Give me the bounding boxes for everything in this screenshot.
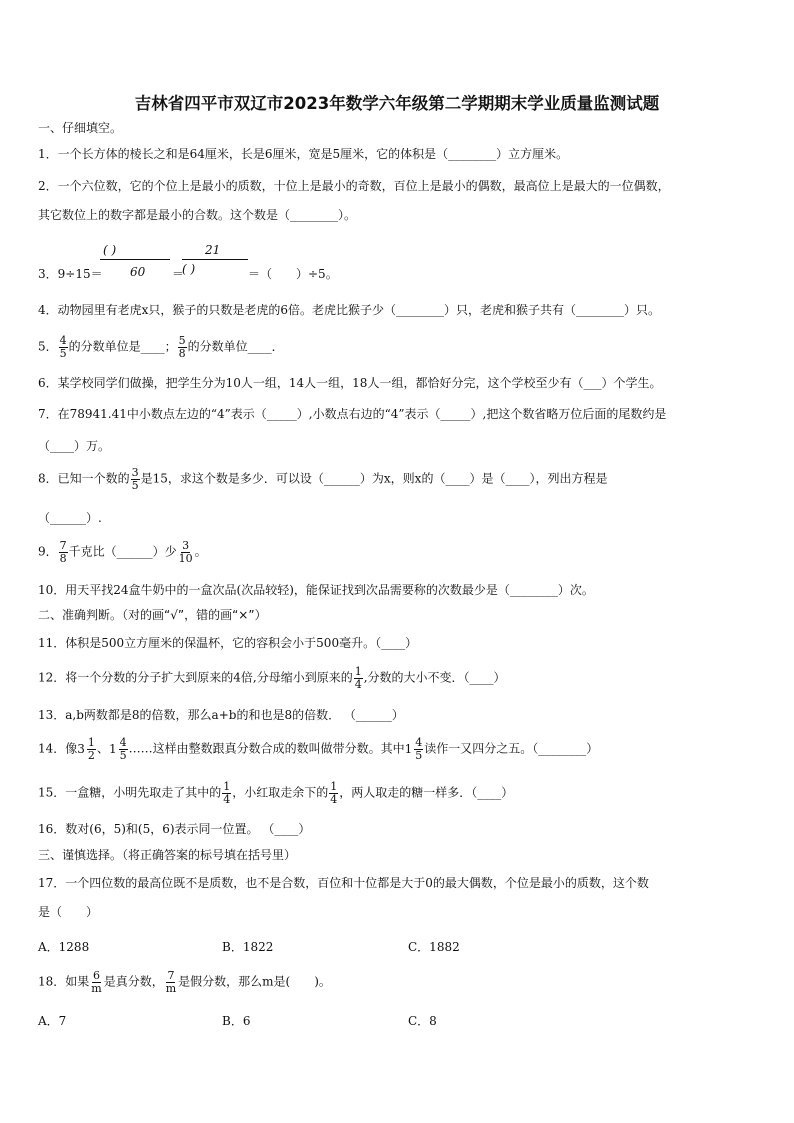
question-18-lead: 18．如果 bbox=[38, 974, 90, 989]
question-14-lead: 14．像 bbox=[38, 741, 78, 756]
question-15-mid: ，小红取走余下的 bbox=[232, 785, 329, 800]
question-18 bbox=[38, 970, 331, 994]
question-18-mid: 是真分数， bbox=[103, 974, 164, 989]
section-3-heading: 三、谨慎选择。（将正确答案的标号填在括号里） bbox=[38, 848, 297, 862]
mixed-whole: 3 bbox=[77, 742, 85, 757]
question-8-line-2: （______）. bbox=[38, 511, 102, 525]
fraction-1-4 bbox=[354, 666, 363, 690]
question-15-lead: 15．一盒糖，小明先取走了其中的 bbox=[38, 785, 222, 800]
question-5-tail: 的分数单位____． bbox=[187, 339, 284, 354]
question-18-option-c[interactable]: C．8 bbox=[408, 1014, 437, 1028]
question-3-numerator-2: 21 bbox=[205, 243, 221, 257]
fraction-5-8 bbox=[178, 335, 187, 359]
fraction-numerator: 5 bbox=[178, 334, 186, 347]
question-9 bbox=[38, 540, 207, 564]
question-18-tail: 是假分数，那么m是( )。 bbox=[178, 974, 331, 989]
question-3-denominator-2: ( ) bbox=[182, 262, 196, 276]
question-7-line-1: 7．在78941.41中小数点左边的“4”表示（_____）,小数点右边的“4”表示（_____）,把这个数省略万位后面的尾数约是 bbox=[38, 407, 667, 421]
question-2-line-2: 其它数位上的数字都是最小的合数。这个数是（________）。 bbox=[38, 208, 357, 222]
mixed-whole: 1 bbox=[404, 742, 413, 757]
question-14-mid: ……这样由整数跟真分数合成的数叫做带分数。其中 bbox=[128, 741, 405, 756]
fraction-7-m bbox=[165, 970, 177, 994]
fraction-denominator: 5 bbox=[119, 748, 127, 762]
question-9-lead: 9． bbox=[38, 544, 58, 559]
fraction-denominator: 10 bbox=[178, 551, 193, 565]
mixed-fraction bbox=[414, 737, 423, 761]
fraction-denominator: 8 bbox=[59, 551, 67, 565]
fraction-denominator: 4 bbox=[354, 677, 362, 691]
fraction-denominator: 8 bbox=[178, 346, 186, 360]
section-1-heading: 一、仔细填空。 bbox=[38, 121, 123, 135]
fraction-3-10 bbox=[178, 540, 194, 564]
question-17-line-1: 17．一个四位数的最高位既不是质数，也不是合数，百位和十位都是大于0的最大偶数，个位是最小的质数，这个数 bbox=[38, 876, 649, 890]
question-9-mid: 千克比（______）少 bbox=[68, 544, 177, 559]
question-12 bbox=[38, 666, 506, 690]
mixed-fraction bbox=[119, 737, 128, 761]
question-14-tail: 读作一又四分之五。（________） bbox=[424, 741, 599, 756]
question-3-fraction-bar-2 bbox=[182, 259, 248, 260]
mixed-whole: 1 bbox=[108, 742, 117, 757]
fraction-numerator: 3 bbox=[182, 539, 190, 552]
mixed-number-3-1-2 bbox=[77, 737, 97, 761]
question-5-lead: 5． bbox=[38, 339, 58, 354]
question-3-equals: ＝ bbox=[172, 267, 185, 281]
question-18-option-b[interactable]: B．6 bbox=[222, 1014, 251, 1028]
question-14 bbox=[38, 737, 598, 761]
question-6: 6．某学校同学们做操，把学生分为10人一组，14人一组，18人一组，都恰好分完，这个学校至少有（___）个学生。 bbox=[38, 376, 662, 390]
question-1: 1．一个长方体的棱长之和是64厘米，长是6厘米，宽是5厘米，它的体积是（________）立方厘米。 bbox=[38, 147, 569, 161]
question-4: 4．动物园里有老虎x只，猴子的只数是老虎的6倍。老虎比猴子少（________）只，老虎和猴子共有（________）只。 bbox=[38, 303, 661, 317]
question-8-lead: 8．已知一个数的 bbox=[38, 471, 130, 486]
fraction-numerator: 4 bbox=[119, 736, 127, 749]
question-14-sep: 、 bbox=[96, 741, 109, 756]
page-title: 吉林省四平市双辽市2023年数学六年级第二学期期末学业质量监测试题 bbox=[134, 94, 660, 113]
question-8-tail: 是15，求这个数是多少．可以设（______）为x，则x的（____）是（____），列出方程是 bbox=[140, 471, 608, 486]
fraction-7-8 bbox=[59, 540, 68, 564]
question-18-option-a[interactable]: A．7 bbox=[38, 1014, 67, 1028]
question-17-option-b[interactable]: B．1822 bbox=[222, 940, 274, 954]
fraction-denominator: 5 bbox=[59, 346, 67, 360]
mixed-number-1-4-5-b bbox=[405, 737, 425, 761]
question-15-tail: ，两人取走的糖一样多．（____） bbox=[339, 785, 514, 800]
fraction-numerator: 7 bbox=[59, 539, 67, 552]
fraction-numerator: 6 bbox=[93, 969, 100, 982]
mixed-fraction bbox=[87, 737, 96, 761]
fraction-numerator: 1 bbox=[87, 736, 95, 749]
question-2-line-1: 2．一个六位数，它的个位上是最小的质数，十位上是最小的奇数，百位上是最小的偶数，最高位上是最大的一位偶数， bbox=[38, 179, 670, 193]
question-17-line-2: 是（ ） bbox=[38, 905, 99, 919]
question-17-option-c[interactable]: C．1882 bbox=[408, 940, 460, 954]
fraction-3-5 bbox=[131, 467, 140, 491]
question-13: 13．a,b两数都是8的倍数，那么a+b的和也是8的倍数． （______） bbox=[38, 708, 404, 722]
mixed-number-1-4-5 bbox=[109, 737, 129, 761]
fraction-6-m bbox=[90, 970, 102, 994]
question-11: 11．体积是500立方厘米的保温杯，它的容积会小于500毫升。（____） bbox=[38, 636, 418, 650]
fraction-1-4-b bbox=[329, 781, 338, 805]
fraction-denominator: 5 bbox=[131, 478, 139, 492]
fraction-denominator: m bbox=[165, 981, 177, 995]
fraction-numerator: 3 bbox=[131, 466, 139, 479]
fraction-numerator: 1 bbox=[223, 780, 231, 793]
fraction-denominator: 4 bbox=[330, 792, 338, 806]
question-12-lead: 12．将一个分数的分子扩大到原来的4倍,分母缩小到原来的 bbox=[38, 670, 353, 685]
question-7-line-2: （____）万。 bbox=[38, 439, 111, 453]
question-3-tail: ＝（ ）÷5。 bbox=[248, 267, 338, 281]
question-3-lead: 3．9÷15＝ bbox=[38, 267, 103, 281]
fraction-numerator: 7 bbox=[167, 969, 175, 982]
fraction-numerator: 1 bbox=[330, 780, 338, 793]
question-5 bbox=[38, 335, 284, 359]
question-5-mid: 的分数单位是____； bbox=[68, 339, 177, 354]
question-16: 16．数对(6，5)和(5，6)表示同一位置。 （____） bbox=[38, 822, 311, 836]
question-3-numerator-1: ( ) bbox=[103, 243, 117, 257]
question-10: 10．用天平找24盒牛奶中的一盒次品(次品较轻)，能保证找到次品需要称的次数最少是（________）次。 bbox=[38, 583, 594, 597]
fraction-numerator: 4 bbox=[415, 736, 423, 749]
question-3-denominator-1: 60 bbox=[130, 265, 146, 279]
question-15 bbox=[38, 781, 513, 805]
fraction-denominator: 5 bbox=[415, 748, 423, 762]
question-8-line-1 bbox=[38, 467, 607, 491]
question-3-fraction-bar-1 bbox=[100, 259, 170, 260]
fraction-denominator: 2 bbox=[87, 748, 95, 762]
question-12-tail: ,分数的大小不变．（____） bbox=[363, 670, 506, 685]
fraction-denominator: 4 bbox=[223, 792, 231, 806]
fraction-numerator: 1 bbox=[354, 665, 362, 678]
fraction-1-4-a bbox=[222, 781, 231, 805]
fraction-4-5 bbox=[59, 335, 68, 359]
section-2-heading: 二、准确判断。（对的画“√”，错的画“×”） bbox=[38, 608, 267, 622]
fraction-numerator: 4 bbox=[59, 334, 67, 347]
fraction-denominator: m bbox=[91, 981, 102, 995]
question-9-tail: 。 bbox=[194, 544, 207, 559]
question-17-option-a[interactable]: A．1288 bbox=[38, 940, 90, 954]
